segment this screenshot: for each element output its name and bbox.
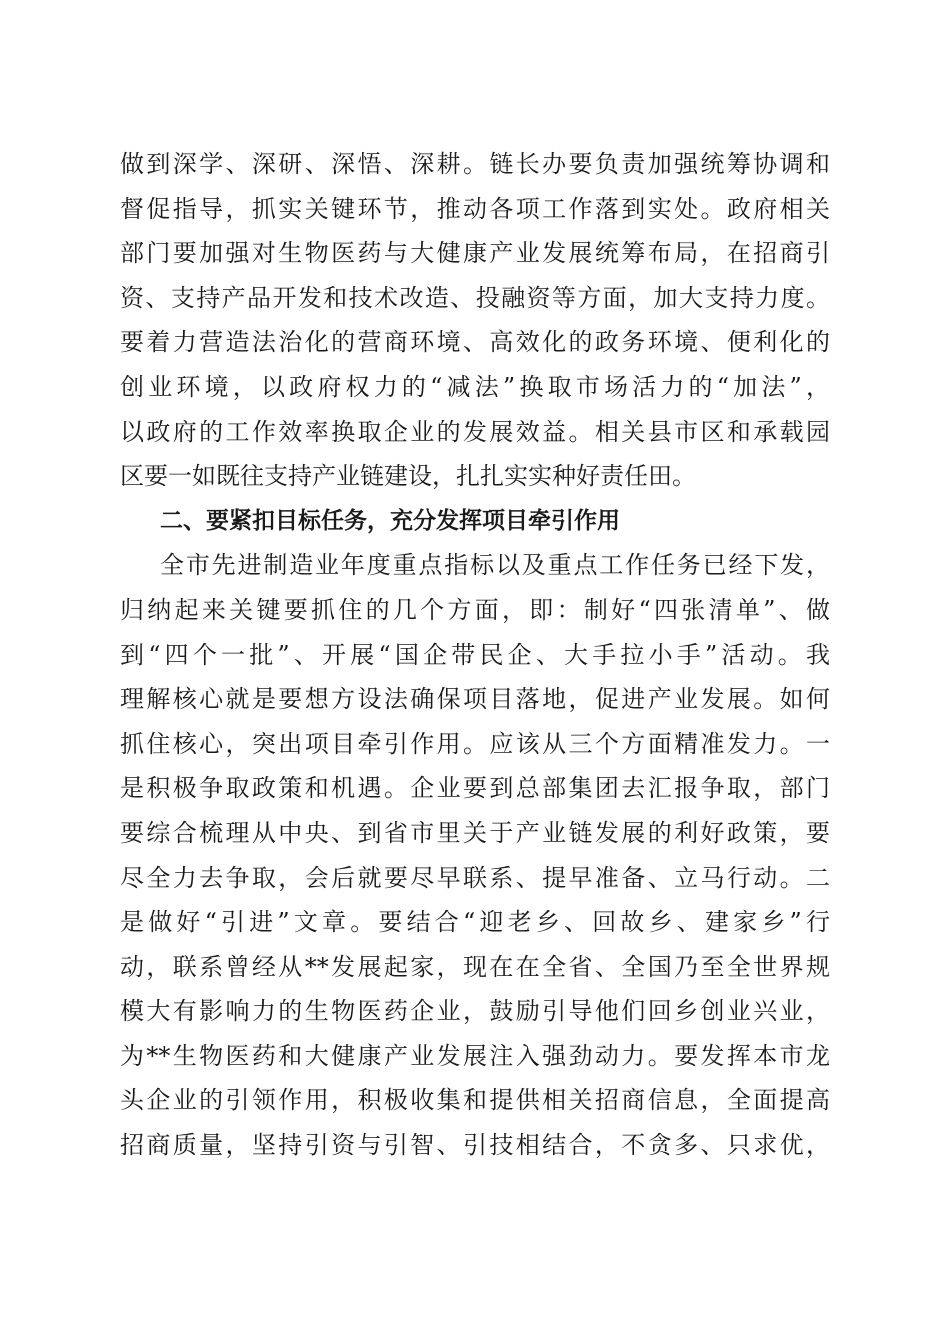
paragraph-line: 为**生物医药和大健康产业发展注入强劲动力。要发挥本市龙 [120, 1041, 830, 1070]
paragraph-line: 全市先进制造业年度重点指标以及重点工作任务已经下发， [160, 551, 830, 580]
paragraph-line: 抓住核心，突出项目牵引作用。应该从三个方面精准发力。一 [120, 729, 830, 758]
paragraph-line: 到“四个一批”、开展“国企带民企、大手拉小手”活动。我 [120, 640, 830, 669]
paragraph-line: 理解核心就是要想方设法确保项目落地，促进产业发展。如何 [120, 685, 830, 714]
paragraph-line: 归纳起来关键要抓住的几个方面，即：制好“四张清单”、做 [120, 595, 830, 624]
paragraph-line: 是积极争取政策和机遇。企业要到总部集团去汇报争取，部门 [120, 774, 830, 803]
paragraph-line: 是做好“引进”文章。要结合“迎老乡、回故乡、建家乡”行 [120, 908, 830, 937]
paragraph-line: 部门要加强对生物医药与大健康产业发展统筹布局，在招商引 [120, 239, 830, 268]
section-heading: 二、要紧扣目标任务，充分发挥项目牵引作用 [160, 507, 620, 534]
paragraph-line: 督促指导，抓实关键环节，推动各项工作落到实处。政府相关 [120, 194, 830, 223]
paragraph-line: 尽全力去争取，会后就要尽早联系、提早准备、立马行动。二 [120, 863, 830, 892]
paragraph-line: 要综合梳理从中央、到省市里关于产业链发展的利好政策，要 [120, 818, 830, 847]
paragraph-line: 动，联系曾经从**发展起家，现在在全省、全国乃至全世界规 [120, 952, 830, 981]
paragraph-line: 区要一如既往支持产业链建设，扎扎实实种好责任田。 [120, 462, 696, 491]
paragraph-line: 资、支持产品开发和技术改造、投融资等方面，加大支持力度。 [120, 283, 830, 312]
paragraph-line: 招商质量，坚持引资与引智、引技相结合，不贪多、只求优， [120, 1131, 830, 1160]
paragraph-line: 头企业的引领作用，积极收集和提供相关招商信息，全面提高 [120, 1086, 830, 1115]
document-body [120, 142, 830, 1168]
paragraph-line: 模大有影响力的生物医药企业，鼓励引导他们回乡创业兴业， [120, 997, 830, 1026]
paragraph-line: 以政府的工作效率换取企业的发展效益。相关县市区和承载园 [120, 417, 830, 446]
paragraph-line: 创业环境，以政府权力的“减法”换取市场活力的“加法”， [120, 372, 830, 401]
paragraph-line: 做到深学、深研、深悟、深耕。链长办要负责加强统筹协调和 [120, 150, 830, 178]
paragraph-line: 要着力营造法治化的营商环境、高效化的政务环境、便利化的 [120, 328, 830, 357]
